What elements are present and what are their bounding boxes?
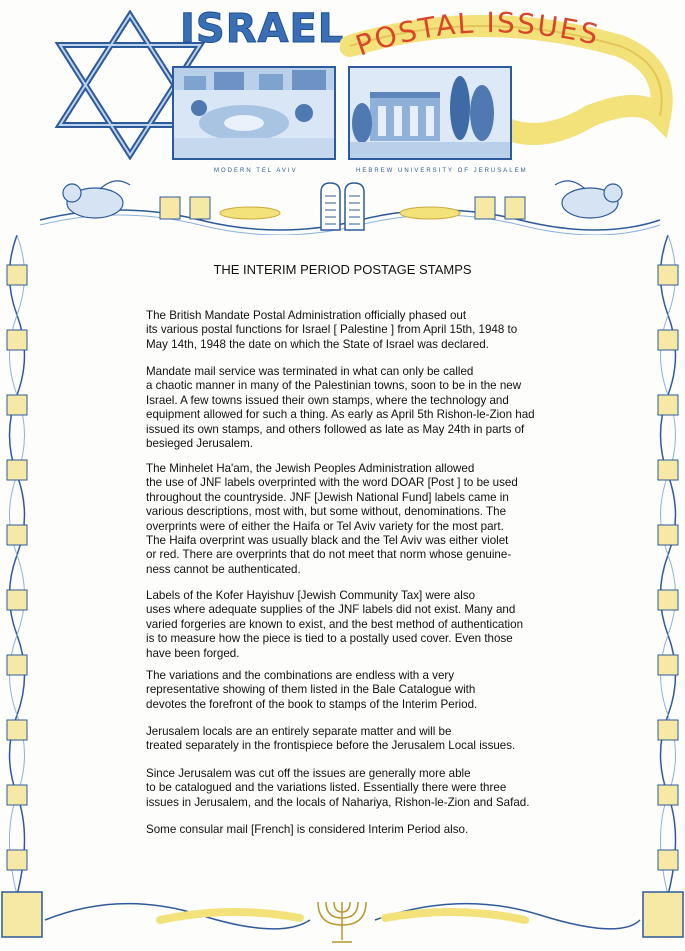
photo-caption-tel-aviv: MODERN TEL AVIV — [214, 168, 298, 174]
left-border — [0, 235, 34, 895]
paragraph: The British Mandate Postal Administration officially phased out its various postal functions for Israel [ Palestine ] from April 15th, 1948 to May 14th, 1948 the date on which the State of Israel was declared. — [146, 309, 518, 351]
paragraph: The variations and the combinations are endless with a very representative showing of them listed in the Bale Catalogue with devotes the forefront of the book to stamps of the Interim Period. — [146, 669, 478, 711]
page-header — [0, 0, 685, 190]
paragraph: Labels of the Kofer Hayishuv [Jewish Community Tax] were also uses where adequate supplies of the JNF labels did not exist. Many and varied forgeries are known to exist, and the best method of authentication is to measure how the piece is tied to a postally used cover. Even those have been forged. — [146, 589, 524, 660]
menorah-icon — [318, 902, 366, 942]
footer-ornament — [0, 880, 685, 951]
photo-tel-aviv — [172, 66, 336, 160]
photo-caption-jerusalem: HEBREW UNIVERSITY OF JERUSALEM — [356, 168, 528, 174]
paragraph: The Minhelet Ha'am, the Jewish Peoples Administration allowed the use of JNF labels overprinted with the word DOAR [Post ] to be used throughout the countryside. JNF [Jewish National Fund] labels came in various descriptions, most with, but some without, denominations. The overprints were of either the Haifa or Tel Aviv variety for the most part. The Haifa overprint was usually black and the Tel Aviv was either violet or red. There are overprints that do not meet that norm whose genuine- ness cannot be authenticated. — [146, 462, 518, 576]
paragraph: Jerusalem locals are an entirely separate matter and will be treated separately in the frontispiece before the Jerusalem Local issues. — [146, 725, 516, 753]
paragraph: Some consular mail [French] is considered Interim Period also. — [146, 823, 469, 836]
paragraph: Since Jerusalem was cut off the issues are generally more able to be catalogued and the variations listed. Essentially there were three issues in Jerusalem, and the locals of Nahariya, Rishon-le-Zion and Safad. — [146, 767, 530, 809]
tablets-icon — [318, 180, 368, 235]
lion-icon — [555, 181, 622, 218]
ribbon-title: POSTAL ISSUES — [351, 6, 603, 63]
lion-icon — [63, 181, 130, 218]
paragraph: Mandate mail service was terminated in what can only be called a chaotic manner in many of the Palestinian towns, soon to be in the new Israel. A few towns issued their own stamps, where the technology and equipment allowed for such a thing. As early as April 5th Rishon-le-Zion had issued its own stamps, and others followed as late as May 24th in parts of besieged Jerusalem. — [146, 365, 535, 451]
photo-hebrew-university — [348, 66, 512, 160]
document-title: THE INTERIM PERIOD POSTAGE STAMPS — [213, 262, 472, 277]
svg-text:POSTAL ISSUES — [351, 6, 602, 62]
header-title: ISRAEL — [180, 6, 345, 52]
right-border — [651, 235, 685, 895]
